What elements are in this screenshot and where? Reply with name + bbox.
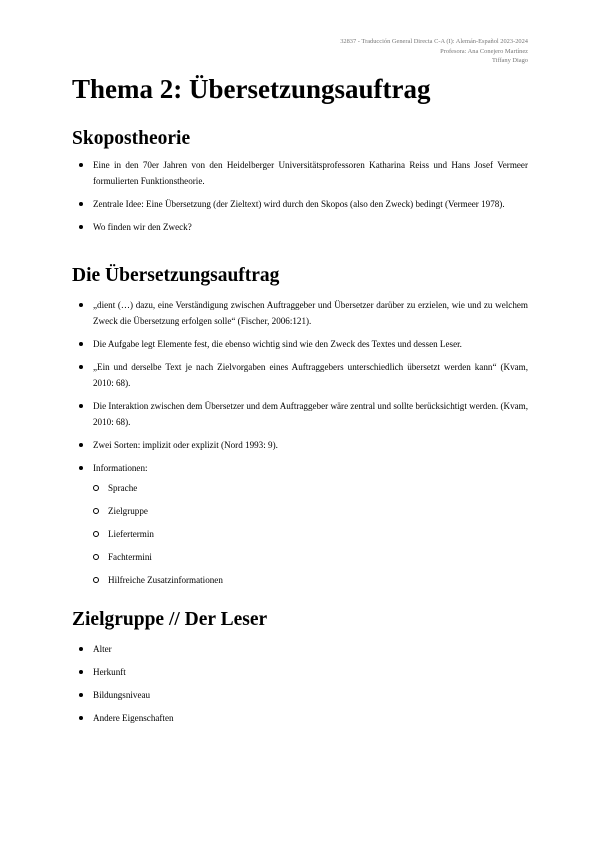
sub-list-item: Liefertermin: [72, 526, 528, 542]
header-author: Tiffany Diago: [491, 57, 528, 65]
list-item: Die Aufgabe legt Elemente fest, die ebenso wichtig sind wie den Zweck des Textes und dessen Leser.: [72, 336, 528, 352]
bullet-icon: [79, 670, 83, 674]
bullet-icon: [79, 466, 83, 470]
hollow-bullet-icon: [93, 531, 99, 537]
list-item: Eine in den 70er Jahren von den Heidelberger Universitätsprofessoren Katharina Reiss und Hans Josef Vermeer formulierten Funktionstheorie.: [72, 157, 528, 189]
bullet-icon: [79, 342, 83, 346]
section-heading-uebersetzungsauftrag: Die Übersetzungsauftrag: [72, 265, 280, 286]
bullet-icon: [79, 365, 83, 369]
section-heading-skopostheorie: Skopostheorie: [72, 128, 191, 149]
sub-list-item: Fachtermini: [72, 549, 528, 565]
list-item: Bildungsniveau: [72, 687, 528, 703]
page-header: [228, 37, 528, 66]
bullet-icon: [79, 693, 83, 697]
skopostheorie-list: [72, 157, 528, 242]
header-course: 32837 - Traducción General Directa C-A (I): Alemán-Español 2023-2024: [340, 38, 528, 45]
zielgruppe-list: [72, 641, 528, 733]
sub-list-item: Zielgruppe: [72, 503, 528, 519]
uebersetzungsauftrag-list: [72, 297, 528, 483]
section-heading-zielgruppe: Zielgruppe // Der Leser: [72, 609, 268, 630]
sub-list-item: Sprache: [72, 480, 528, 496]
bullet-icon: [79, 225, 83, 229]
bullet-icon: [79, 647, 83, 651]
hollow-bullet-icon: [93, 577, 99, 583]
list-item: „Ein und derselbe Text je nach Zielvorgaben eines Auftraggebers unterschiedlich übersetzt werden kann“ (Kvam, 2010: 68).: [72, 359, 528, 391]
list-item: Herkunft: [72, 664, 528, 680]
hollow-bullet-icon: [93, 485, 99, 491]
list-item: Andere Eigenschaften: [72, 710, 528, 726]
bullet-icon: [79, 404, 83, 408]
bullet-icon: [79, 202, 83, 206]
informationen-sublist: [72, 480, 528, 595]
header-professor: Profesora: Ana Conejero Martínez: [440, 47, 528, 55]
list-item: Die Interaktion zwischen dem Übersetzer und dem Auftraggeber wäre zentral und sollte berücksichtigt werden. (Kvam, 2010: 68).: [72, 398, 528, 430]
sub-list-item: Hilfreiche Zusatzinformationen: [72, 572, 528, 588]
list-item: Alter: [72, 641, 528, 657]
bullet-icon: [79, 443, 83, 447]
list-item: Wo finden wir den Zweck?: [72, 219, 528, 235]
bullet-icon: [79, 163, 83, 167]
list-item: Informationen:: [72, 460, 528, 476]
list-item: Zwei Sorten: implizit oder explizit (Nord 1993: 9).: [72, 437, 528, 453]
hollow-bullet-icon: [93, 554, 99, 560]
list-item: „dient (…) dazu, eine Verständigung zwischen Auftraggeber und Übersetzer darüber zu erzielen, wie und zu welchem Zweck die Übersetzung erfolgen solle“ (Fischer, 2006:121).: [72, 297, 528, 329]
hollow-bullet-icon: [93, 508, 99, 514]
page-title: Thema 2: Übersetzungsauftrag: [72, 74, 431, 104]
bullet-icon: [79, 303, 83, 307]
list-item: Zentrale Idee: Eine Übersetzung (der Zieltext) wird durch den Skopos (also den Zweck) bedingt (Vermeer 1978).: [72, 196, 528, 212]
bullet-icon: [79, 716, 83, 720]
